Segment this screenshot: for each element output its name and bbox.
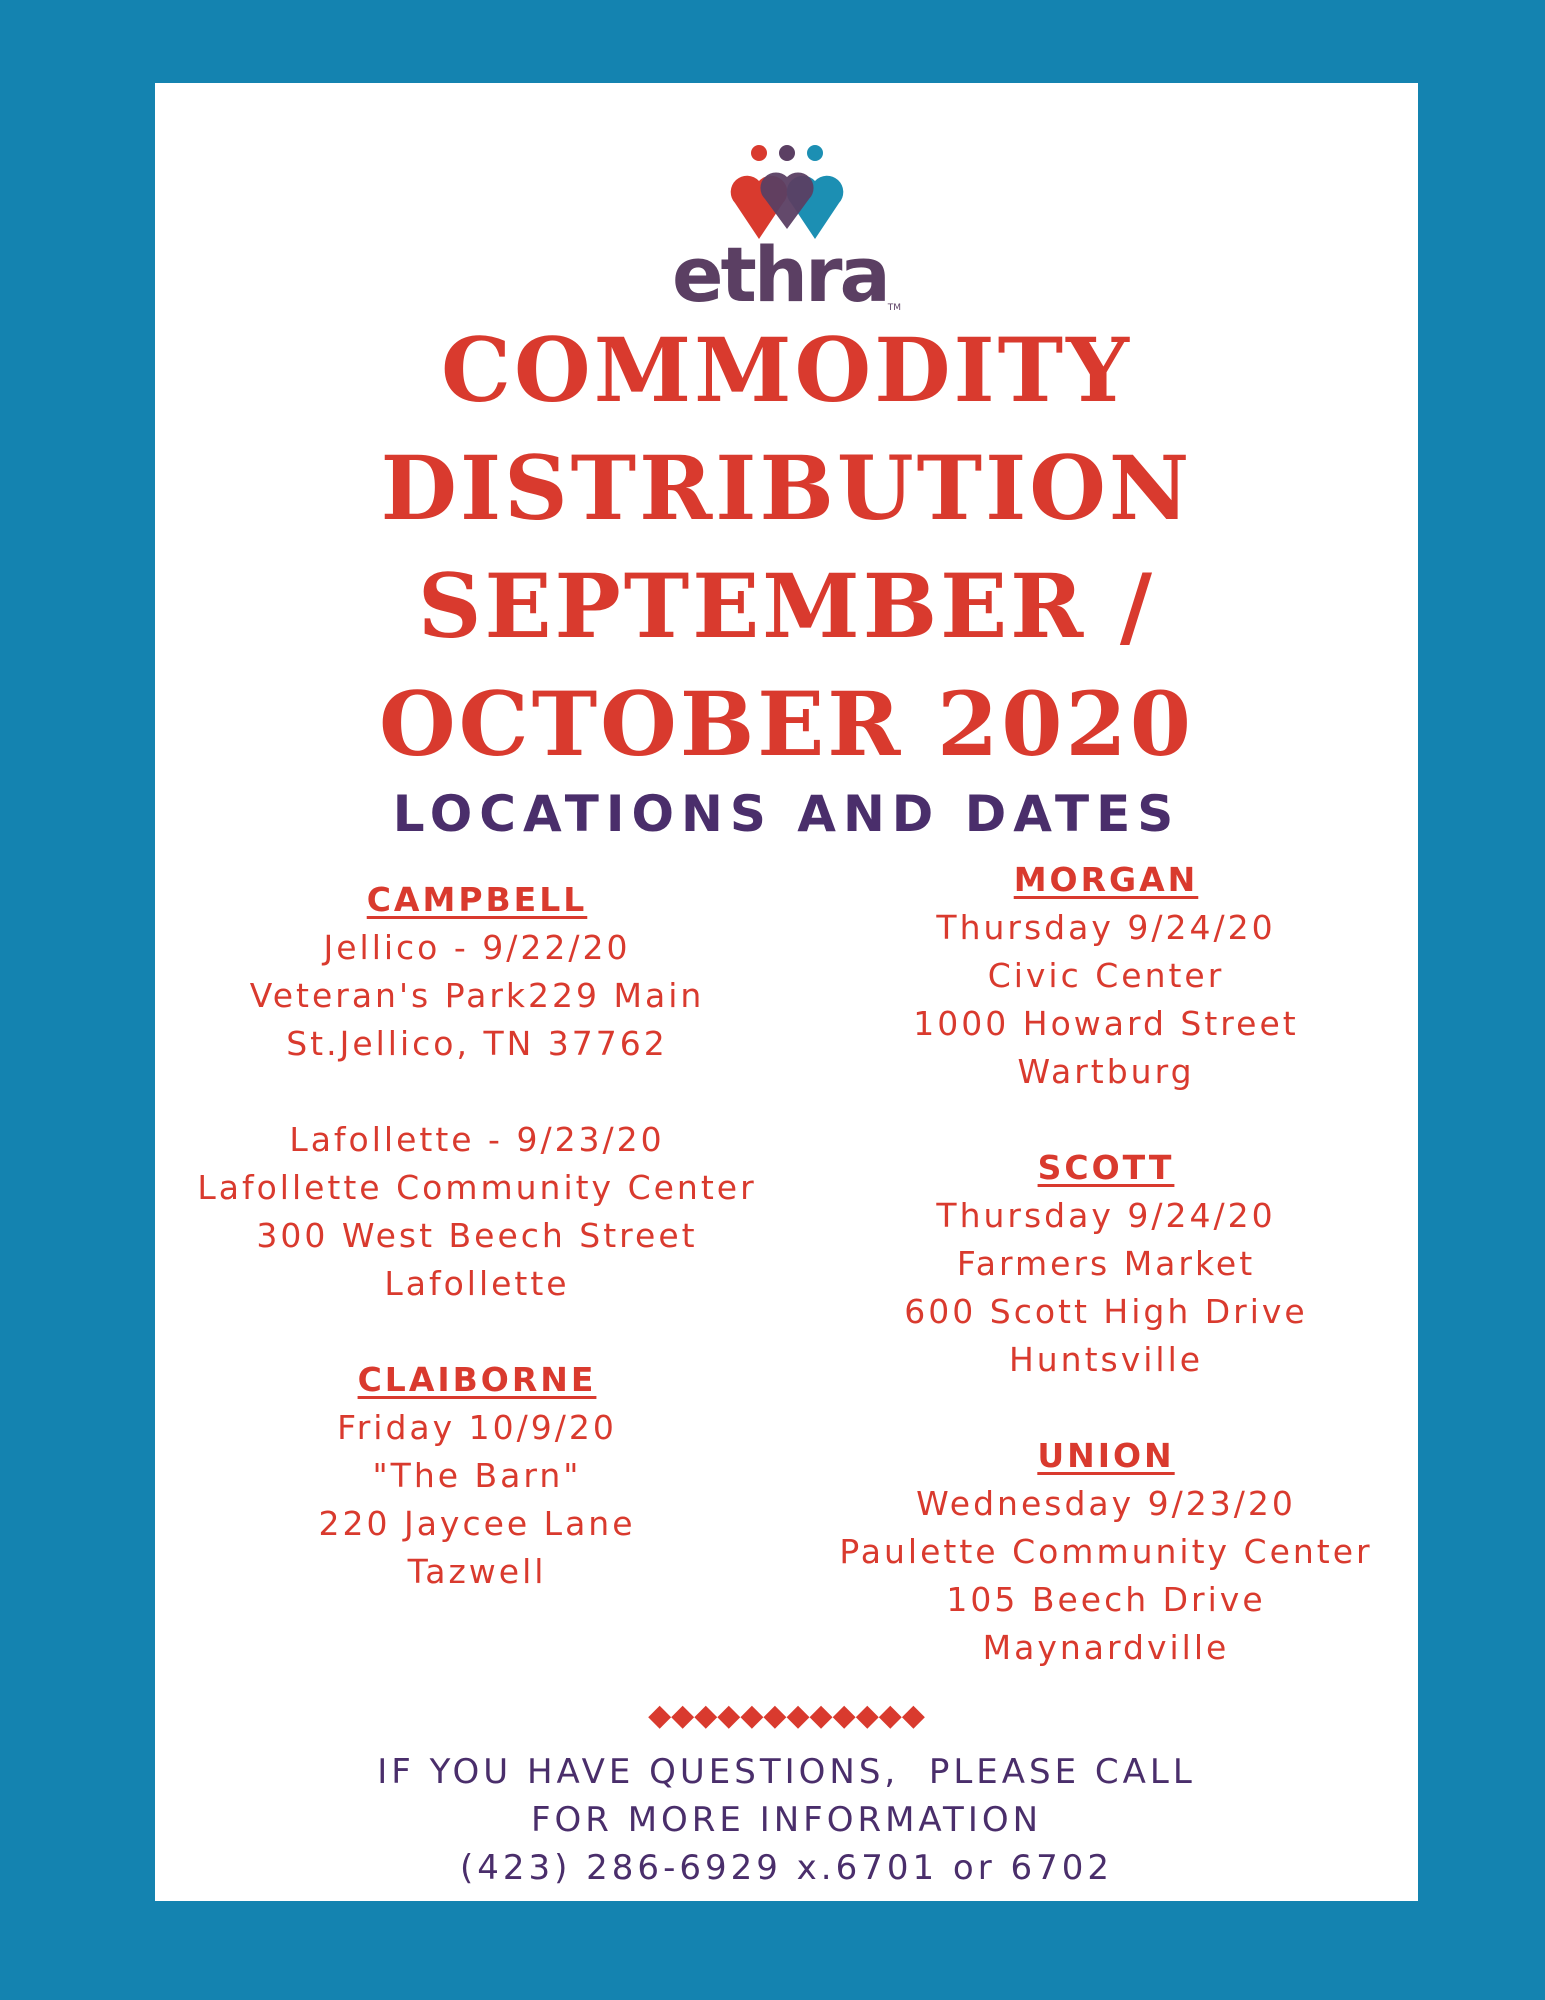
morgan-line: Thursday 9/24/20	[936, 908, 1276, 947]
union-line: 105 Beech Drive	[946, 1580, 1266, 1619]
morgan-line: 1000 Howard Street	[913, 1004, 1299, 1043]
lafollette-line: 300 West Beech Street	[256, 1216, 698, 1255]
campbell-line: Veteran's Park229 Main	[249, 976, 705, 1015]
campbell-line: St.Jellico, TN 37762	[286, 1024, 668, 1063]
union-line: Maynardville	[982, 1628, 1230, 1667]
campbell-heading: CAMPBELL	[366, 880, 588, 919]
union-heading: UNION	[1037, 1436, 1175, 1475]
lafollette-line: Lafollette	[384, 1264, 570, 1303]
title-line-3: SEPTEMBER /	[417, 554, 1156, 658]
title-line-4: OCTOBER 2020	[379, 672, 1194, 776]
subtitle: LOCATIONS AND DATES	[392, 785, 1181, 843]
contact-line-1: IF YOU HAVE QUESTIONS, PLEASE CALL	[377, 1752, 1196, 1792]
union-line: Wednesday 9/23/20	[916, 1484, 1296, 1523]
hearts-people-icon	[727, 143, 847, 243]
diamond-divider: ◆◆◆◆◆◆◆◆◆◆◆◆	[648, 1698, 925, 1733]
claiborne-line: "The Barn"	[372, 1456, 582, 1495]
scott-line: Thursday 9/24/20	[936, 1196, 1276, 1235]
phone-number: (423) 286-6929 x.6701 or 6702	[459, 1848, 1114, 1888]
ethra-logo	[155, 143, 1418, 319]
title-line-2: DISTRIBUTION	[380, 436, 1193, 540]
left-column	[155, 876, 799, 1644]
scott-line: Farmers Market	[956, 1244, 1256, 1283]
claiborne-line: Tazwell	[407, 1552, 547, 1591]
lafollette-line: Lafollette - 9/23/20	[289, 1120, 665, 1159]
campbell-block	[155, 876, 799, 1068]
claiborne-line: Friday 10/9/20	[337, 1408, 617, 1447]
scott-block	[795, 1144, 1417, 1384]
morgan-line: Civic Center	[987, 956, 1225, 995]
claiborne-block	[155, 1356, 799, 1596]
union-block	[795, 1432, 1417, 1672]
contact-line-2: FOR MORE INFORMATION	[530, 1800, 1043, 1840]
trademark-mark: TM	[887, 303, 901, 313]
scott-line: 600 Scott High Drive	[904, 1292, 1308, 1331]
morgan-block	[795, 856, 1417, 1096]
morgan-line: Wartburg	[1017, 1052, 1195, 1091]
flyer-card	[155, 83, 1418, 1901]
contact-info	[155, 1748, 1418, 1892]
right-column	[795, 856, 1417, 1720]
scott-line: Huntsville	[1008, 1340, 1204, 1379]
logo-wordmark: ethraTM	[671, 230, 901, 319]
claiborne-line: 220 Jaycee Lane	[318, 1504, 636, 1543]
morgan-heading: MORGAN	[1013, 860, 1199, 899]
lafollette-block	[155, 1116, 799, 1308]
claiborne-heading: CLAIBORNE	[357, 1360, 597, 1399]
union-line: Paulette Community Center	[839, 1532, 1373, 1571]
lafollette-line: Lafollette Community Center	[197, 1168, 757, 1207]
campbell-line: Jellico - 9/22/20	[323, 928, 631, 967]
page-title	[155, 311, 1418, 783]
title-line-1: COMMODITY	[441, 318, 1132, 422]
scott-heading: SCOTT	[1037, 1148, 1175, 1187]
